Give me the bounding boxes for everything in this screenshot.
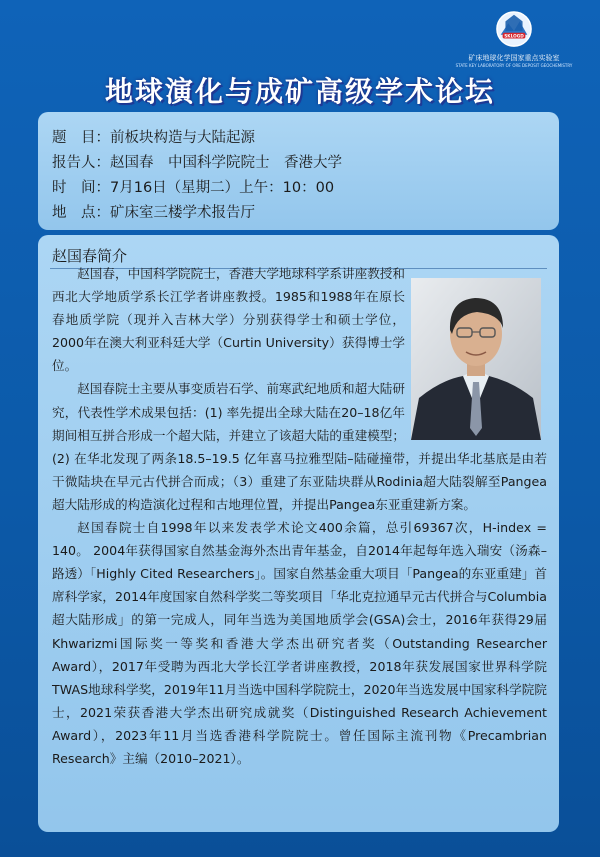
time-label: 时 间： <box>52 180 110 196</box>
place-row <box>52 201 255 222</box>
speaker-bio-panel <box>38 235 559 832</box>
bio-body <box>52 262 547 770</box>
portrait-spacer <box>405 262 547 434</box>
bio-paragraph-3: 赵国春院士自1998年以来发表学术论文400余篇，总引69367次，H-index = 140。 2004年获得国家自然基金海外杰出青年基金，自2014年起每年选入瑞安（汤森–路透）「Highly Cited Researchers」。国家自然基金重大项目「Pangea的东亚重建」首席科学家，2014年度国家自然科学奖二等奖项目「华北克拉通早元古代拼合与Columbia超大陆形成」的第一完成人，同年当选为美国地质学会(GSA)会士，2016年获得29届Khwarizmi国际奖一等奖和香港大学杰出研究者奖（Outstanding Researcher Award），2017年受聘为西北大学长江学者讲座教授，2018年获发展国家世界科学院TWAS地球科学奖，2019年11月当选中国科学院院士，2020年当选发展中国家科学院院士，2021荣获香港大学杰出研究成就奖（Distinguished Research Achievement Award），2023年11月当选香港科学院院士。曾任国际主流刊物《Precambrian Research》主编（2010–2021）。 <box>52 520 547 766</box>
lab-logo <box>454 10 574 68</box>
topic-value: 前板块构造与大陆起源 <box>110 130 255 146</box>
lab-name-en: STATE KEY LABORATORY OF ORE DEPOSIT GEOCHEMISTRY <box>455 63 573 68</box>
place-label: 地 点： <box>52 205 110 221</box>
place-value: 矿床室三楼学术报告厅 <box>110 205 255 221</box>
speaker-value: 赵国春 中国科学院院士 香港大学 <box>110 155 342 171</box>
time-value: 7月16日（星期二）上午：10：00 <box>110 180 335 196</box>
speaker-label: 报告人： <box>52 155 110 171</box>
lecture-info-panel <box>38 112 559 230</box>
topic-row <box>52 126 255 147</box>
bio-heading: 赵国春简介 <box>52 247 128 265</box>
speaker-row <box>52 151 342 172</box>
forum-title: 地球演化与成矿高级学术论坛 <box>104 75 495 108</box>
time-row <box>52 176 334 197</box>
lab-name-cn: 矿床地球化学国家重点实验室 <box>468 54 560 62</box>
bio-paragraph-1: 赵国春，中国科学院院士，香港大学地球科学系讲座教授和西北大学地质学系长江学者讲座教授。1985和1988年在原长春地质学院（现并入吉林大学）分别获得学士和硕士学位，2000年在澳大利亚科廷大学（Curtin University）获得博士学位。 <box>52 266 405 374</box>
bio-paragraph-2: 赵国春院士主要从事变质岩石学、前寒武纪地质和超大陆研究，代表性学术成果包括：(1) 率先提出全球大陆在20–18亿年期间相互拼合形成一个超大陆，并建立了该超大陆的重建模型；(2) 在华北发现了两条18.5–19.5 亿年喜马拉雅型陆–陆碰撞带，并提出华北基底是由若干微陆块在早元古代拼合而成；（3）重建了东亚陆块群从Rodinia超大陆裂解至Pangea超大陆形成的构造演化过程和古地理位置，并提出Pangea东亚重建新方案。 <box>52 381 547 512</box>
logo-badge-text: SKLOGD <box>504 34 524 40</box>
lab-emblem-icon <box>495 10 533 48</box>
topic-label: 题 目： <box>52 130 110 146</box>
